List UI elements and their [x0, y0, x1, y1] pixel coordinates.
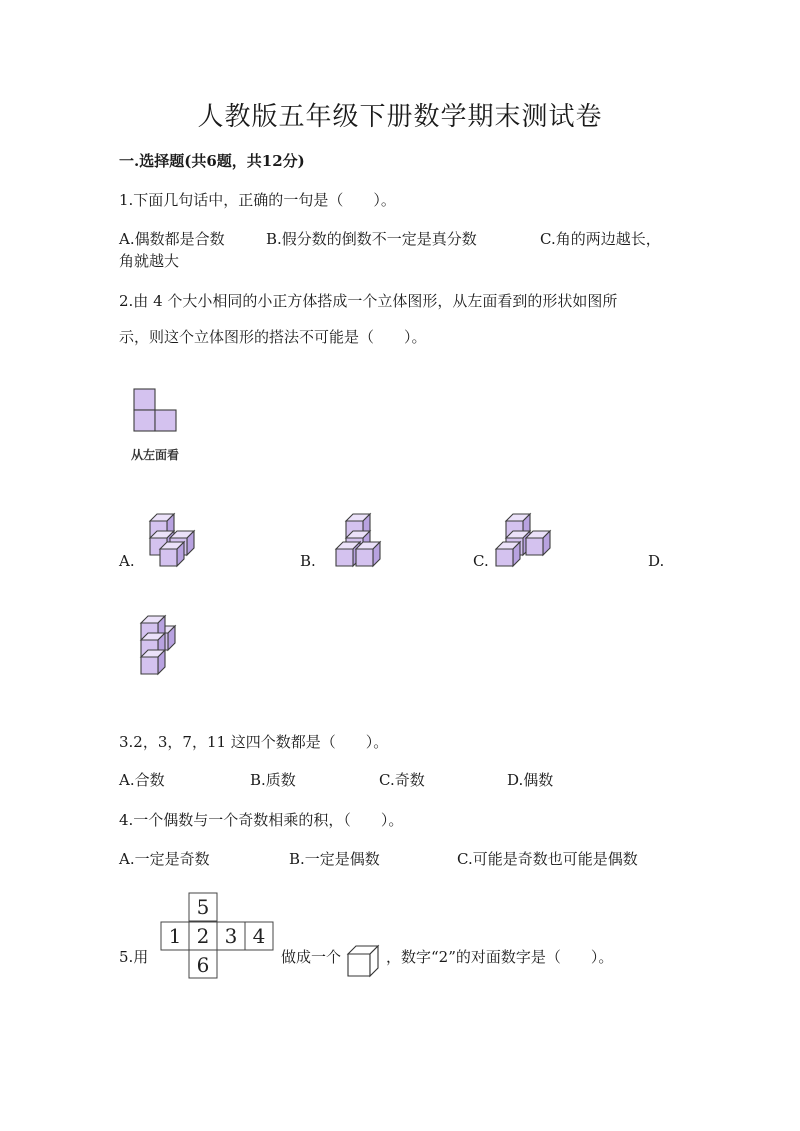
question-4-option-b: B.一定是偶数: [289, 850, 380, 868]
net-number-2: 2: [196, 924, 210, 948]
option-a-cube-figure: [140, 512, 220, 584]
left-view-square-bottom-left: [134, 410, 155, 431]
question-3-option-a: A.合数: [119, 771, 165, 789]
question-2-option-d-label: D.: [648, 552, 665, 570]
question-5-suffix: ，数字“2”的对面数字是（ ）。: [386, 948, 614, 966]
page-title: 人教版五年级下册数学期末测试卷: [197, 102, 603, 132]
question-4-option-c: C.可能是奇数也可能是偶数: [457, 850, 638, 868]
question-1-option-a: A.偶数都是合数: [119, 230, 225, 248]
question-1-option-c: C.角的两边越长，: [540, 230, 661, 248]
option-d-cube-figure: [125, 614, 205, 686]
left-view-square-bottom-right: [155, 410, 176, 431]
question-3-stem: 3.2，3，7，11 这四个数都是（ ）。: [119, 733, 389, 751]
question-4-stem: 4.一个偶数与一个奇数相乘的积，（ ）。: [119, 811, 404, 829]
net-number-bottom: 6: [196, 953, 210, 977]
section-heading: 一.选择题(共6题，共12分): [119, 152, 305, 170]
cube-net-figure: [160, 892, 276, 982]
left-view-caption: 从左面看: [131, 448, 180, 462]
fig-c-cube-4: [496, 542, 520, 566]
question-3-option-b: B.质数: [250, 771, 296, 789]
fig-a-cube-4: [160, 542, 184, 566]
question-2-stem-line-1: 2.由 4 个大小相同的小正方体搭成一个立体图形，从左面看到的形状如图所: [119, 292, 618, 310]
question-1-option-c-continued: 角就越大: [119, 252, 180, 270]
question-3-option-c: C.奇数: [379, 771, 425, 789]
question-5-middle: 做成一个: [281, 948, 342, 966]
question-4-option-a: A.一定是奇数: [119, 850, 210, 868]
fig-b-cube-4: [356, 542, 380, 566]
left-view-figure: [134, 389, 180, 435]
fig-c-cube-3: [526, 531, 550, 555]
question-5-prefix: 5.用: [119, 948, 149, 966]
net-number-3: 3: [224, 924, 238, 948]
small-cube-icon: [346, 944, 380, 978]
option-c-cube-figure: [492, 512, 572, 584]
fig-d-cube-4: [141, 650, 165, 674]
net-number-1: 1: [168, 924, 182, 948]
question-2-option-c-label: C.: [473, 552, 489, 570]
net-number-top: 5: [196, 895, 210, 919]
question-2-stem-line-2: 示，则这个立体图形的搭法不可能是（ ）。: [119, 328, 427, 346]
question-1-stem: 1.下面几句话中，正确的一句是（ ）。: [119, 191, 396, 209]
question-1-option-b: B.假分数的倒数不一定是真分数: [266, 230, 477, 248]
net-number-4: 4: [252, 924, 266, 948]
left-view-square-top: [134, 389, 155, 410]
question-2-option-a-label: A.: [119, 552, 135, 570]
question-2-option-b-label: B.: [300, 552, 316, 570]
option-b-cube-figure: [320, 512, 400, 584]
question-3-option-d: D.偶数: [507, 771, 554, 789]
